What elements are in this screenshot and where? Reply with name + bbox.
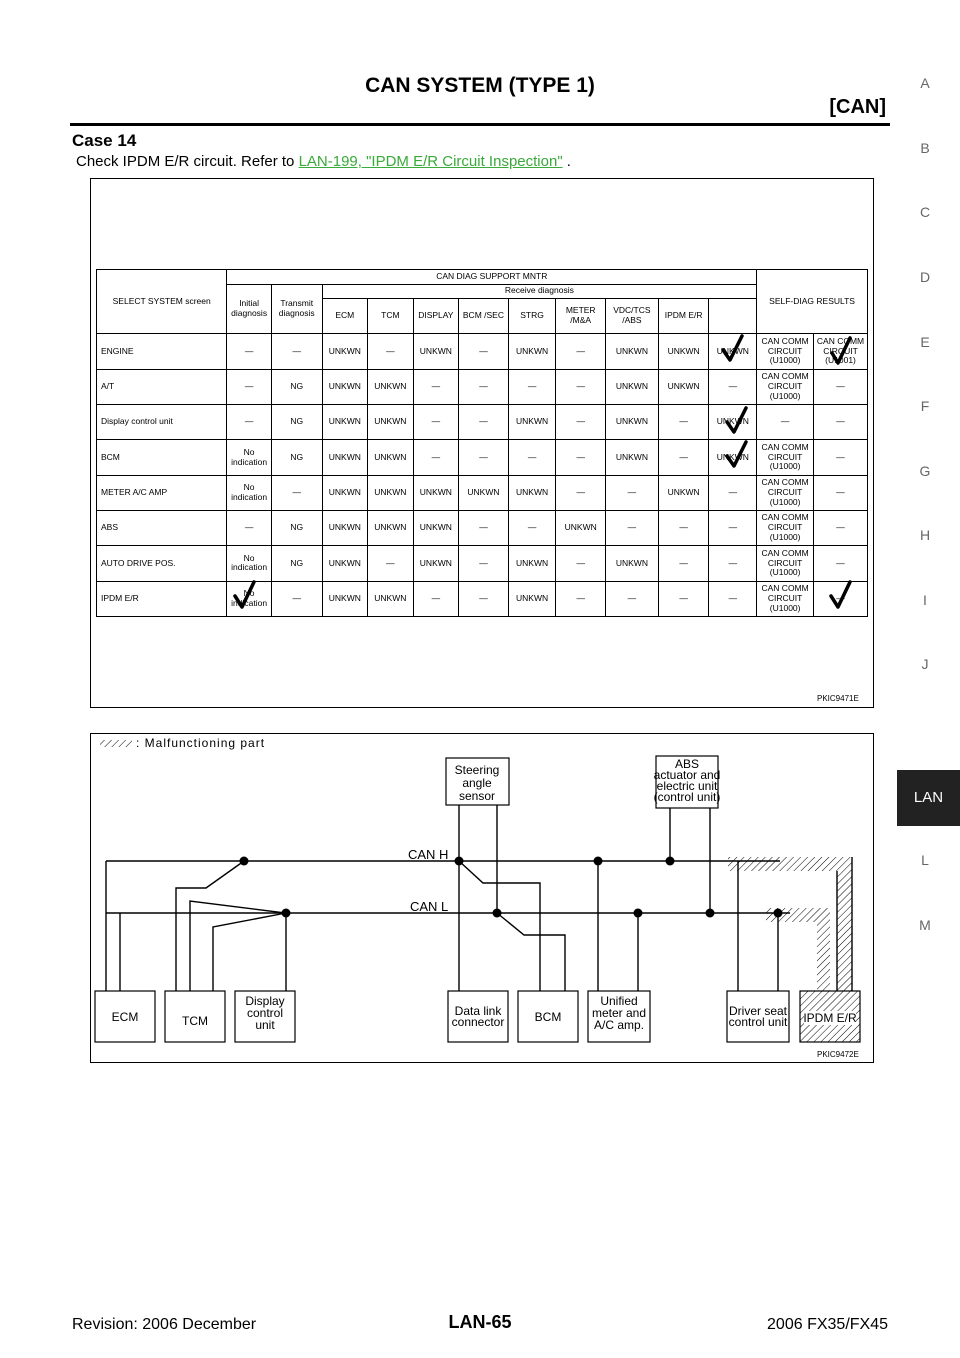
table-cell: — <box>709 581 757 616</box>
table-cell: NG <box>271 546 322 581</box>
table-cell: — <box>658 546 709 581</box>
table-cell: UNKWN <box>709 405 757 440</box>
steering-sensor-label-line: angle <box>462 776 492 790</box>
table-cell: CAN COMM CIRCUIT (U1000) <box>757 334 814 369</box>
ipdm-can-h-hatch <box>728 857 852 991</box>
table-cell: UNKWN <box>322 475 368 510</box>
sidebar-letter[interactable]: C <box>919 204 931 220</box>
table-cell: — <box>556 369 606 404</box>
display-unit-label-line: control <box>246 1006 284 1020</box>
bcm-label-line: BCM <box>534 1010 562 1024</box>
legend-text: : Malfunctioning part <box>136 736 266 750</box>
table-cell: — <box>709 475 757 510</box>
figure-code-1: PKIC9471E <box>817 694 859 703</box>
row-system-name: Display control unit <box>97 405 227 440</box>
table-cell: UNKWN <box>606 334 659 369</box>
abs-unit-label-line: (control unit) <box>653 790 721 804</box>
support-mntr-header: CAN DIAG SUPPORT MNTR <box>227 270 757 285</box>
can-network-diagram <box>90 733 872 1061</box>
bcm-label <box>535 1010 562 1024</box>
driver-seat-label-line: Driver seat <box>728 1004 788 1018</box>
table-cell: UNKWN <box>606 440 659 475</box>
table-cell: CAN COMM CIRCUIT (U1000) <box>757 510 814 545</box>
table-cell: No indication <box>227 546 271 581</box>
table-cell: — <box>271 334 322 369</box>
table-cell: UNKWN <box>413 475 459 510</box>
table-cell: UNKWN <box>459 475 509 510</box>
table-cell: UNKWN <box>508 546 556 581</box>
table-cell: UNKWN <box>658 475 709 510</box>
table-cell: — <box>368 334 414 369</box>
table-cell: No indication <box>227 581 271 616</box>
meter-label-line: meter and <box>591 1006 647 1020</box>
ipdm-label <box>803 1011 857 1025</box>
table-cell: — <box>606 510 659 545</box>
table-cell: CAN COMM CIRCUIT (U1000) <box>757 581 814 616</box>
sidebar-letter[interactable]: A <box>920 75 930 91</box>
sidebar-letter[interactable]: J <box>921 656 929 672</box>
table-cell: — <box>606 475 659 510</box>
data-link-label-line: connector <box>451 1015 505 1029</box>
table-cell: UNKWN <box>413 334 459 369</box>
row-system-name: ABS <box>97 510 227 545</box>
table-cell: UNKWN <box>368 510 414 545</box>
table-cell: UNKWN <box>709 440 757 475</box>
row-system-name: A/T <box>97 369 227 404</box>
table-cell: UNKWN <box>322 440 368 475</box>
sidebar-letter[interactable]: D <box>919 269 931 285</box>
steering-sensor-label-line: sensor <box>458 789 496 803</box>
instruction-suffix: . <box>562 153 571 170</box>
table-cell: — <box>658 405 709 440</box>
abs-unit-label-line: ABS <box>674 757 700 771</box>
sidebar-tab-lan[interactable]: LAN <box>897 770 960 826</box>
table-cell: NG <box>271 369 322 404</box>
table-cell: UNKWN <box>709 334 757 369</box>
table-cell: — <box>459 581 509 616</box>
table-cell: UNKWN <box>508 581 556 616</box>
instruction-prefix: Check IPDM E/R circuit. Refer to <box>76 153 299 170</box>
table-cell: — <box>227 369 271 404</box>
table-cell: — <box>814 581 868 616</box>
table-cell: NG <box>271 440 322 475</box>
row-system-name: METER A/C AMP <box>97 475 227 510</box>
sidebar-letter[interactable]: B <box>920 140 930 156</box>
table-cell: UNKWN <box>368 405 414 440</box>
driver-seat-label-line: control unit <box>728 1015 788 1029</box>
check-icon <box>235 582 254 607</box>
table-cell: UNKWN <box>368 581 414 616</box>
table-cell: CAN COMM CIRCUIT (U1000) <box>757 369 814 404</box>
check-icon <box>727 408 746 432</box>
ipdm-can-l-hatch <box>766 908 830 991</box>
check-icon <box>832 338 850 363</box>
table-cell: — <box>757 405 814 440</box>
check-icon <box>727 442 746 466</box>
receive-col-header: DISPLAY <box>413 299 459 334</box>
case-title: Case 14 <box>72 131 137 150</box>
sidebar-letter[interactable]: E <box>920 334 930 350</box>
table-cell: UNKWN <box>508 405 556 440</box>
table-cell: UNKWN <box>413 546 459 581</box>
table-cell: — <box>556 475 606 510</box>
table-cell: UNKWN <box>658 334 709 369</box>
table-cell: UNKWN <box>556 510 606 545</box>
table-cell: UNKWN <box>658 369 709 404</box>
ecm-label <box>112 1010 139 1024</box>
table-cell: No indication <box>227 440 271 475</box>
table-cell: — <box>709 546 757 581</box>
table-cell: — <box>459 510 509 545</box>
table-cell: UNKWN <box>413 510 459 545</box>
table-cell: — <box>413 369 459 404</box>
self-diag-header: SELF-DIAG RESULTS <box>757 270 868 334</box>
table-cell: UNKWN <box>368 369 414 404</box>
table-cell: — <box>508 510 556 545</box>
table-cell: — <box>413 405 459 440</box>
data-link-label <box>452 1004 505 1029</box>
sidebar-letter[interactable]: L <box>921 852 929 868</box>
data-link-label-line: Data link <box>454 1004 502 1018</box>
table-cell: — <box>459 546 509 581</box>
meter-label-line: A/C amp. <box>593 1018 645 1032</box>
table-cell: NG <box>271 510 322 545</box>
table-cell: — <box>413 581 459 616</box>
table-cell: — <box>709 369 757 404</box>
receive-col-header: METER /M&A <box>556 299 606 334</box>
table-cell: No indication <box>227 475 271 510</box>
sidebar-letter[interactable]: I <box>923 592 927 608</box>
steering-sensor-label-line: Steering <box>454 763 500 777</box>
sidebar-letter[interactable]: G <box>919 463 931 479</box>
row-system-name: BCM <box>97 440 227 475</box>
table-cell: UNKWN <box>322 581 368 616</box>
footer-model: 2006 FX35/FX45 <box>767 1316 888 1333</box>
receive-diagnosis-header: Receive diagnosis <box>322 284 757 299</box>
table-cell: — <box>271 581 322 616</box>
display-unit-label-line: unit <box>255 1018 275 1032</box>
check-icon <box>831 582 850 607</box>
table-cell: — <box>814 369 868 404</box>
ipdm-label-line: IPDM E/R <box>803 1011 857 1025</box>
footer-revision: Revision: 2006 December <box>72 1316 257 1333</box>
table-cell: — <box>556 334 606 369</box>
tcm-label <box>182 1014 208 1028</box>
page-title: CAN SYSTEM (TYPE 1) <box>365 74 595 97</box>
can-h-label: CAN H <box>408 847 449 862</box>
table-cell: — <box>556 440 606 475</box>
hatch-legend-swatch <box>100 740 132 747</box>
table-cell: — <box>658 581 709 616</box>
table-cell: UNKWN <box>606 405 659 440</box>
table-cell: UNKWN <box>508 334 556 369</box>
abs-unit-label-line: actuator and <box>653 768 721 782</box>
display-unit-label-line: Display <box>245 994 285 1008</box>
receive-col-header: BCM /SEC <box>459 299 509 334</box>
receive-col-header: ECM <box>322 299 368 334</box>
table-cell: NG <box>271 405 322 440</box>
sidebar-letter[interactable]: M <box>919 917 931 933</box>
table-cell: — <box>606 581 659 616</box>
table-cell: — <box>459 369 509 404</box>
table-cell: UNKWN <box>322 369 368 404</box>
abs-unit-label-line: electric unit <box>656 779 718 793</box>
table-cell: — <box>556 405 606 440</box>
ecm-label-line: ECM <box>111 1010 139 1024</box>
table-cell: UNKWN <box>368 440 414 475</box>
initial-diagnosis-header: Initial diagnosis <box>227 284 271 334</box>
table-cell: — <box>271 475 322 510</box>
figure-code-2: PKIC9472E <box>817 1050 859 1059</box>
table-cell: — <box>814 475 868 510</box>
table-cell: UNKWN <box>606 369 659 404</box>
transmit-diagnosis-header: Transmit diagnosis <box>271 284 322 334</box>
table-cell: — <box>658 440 709 475</box>
table-cell: — <box>814 405 868 440</box>
meter-label-line: Unified <box>600 994 638 1008</box>
table-cell: — <box>556 581 606 616</box>
table-cell: — <box>227 405 271 440</box>
table-cell: UNKWN <box>322 334 368 369</box>
table-cell: — <box>413 440 459 475</box>
table-cell: UNKWN <box>322 546 368 581</box>
section-label: [CAN] <box>829 96 886 118</box>
receive-col-header: IPDM E/R <box>658 299 709 334</box>
table-cell: — <box>368 546 414 581</box>
footer-page-number: LAN-65 <box>448 1312 512 1332</box>
inspection-link[interactable]: LAN-199, "IPDM E/R Circuit Inspection" <box>298 153 563 170</box>
table-cell: — <box>556 546 606 581</box>
table-cell: — <box>814 440 868 475</box>
table-cell: — <box>658 510 709 545</box>
row-system-name: AUTO DRIVE POS. <box>97 546 227 581</box>
sidebar-letter[interactable]: F <box>920 398 930 414</box>
table-cell: UNKWN <box>368 475 414 510</box>
table-cell: CAN COMM CIRCUIT (U1000) <box>757 440 814 475</box>
table-cell: — <box>227 510 271 545</box>
row-system-name: IPDM E/R <box>97 581 227 616</box>
table-cell: — <box>459 440 509 475</box>
tcm-label-line: TCM <box>182 1014 208 1028</box>
table-cell: — <box>709 510 757 545</box>
receive-col-header: TCM <box>368 299 414 334</box>
receive-col-header: VDC/TCS /ABS <box>606 299 659 334</box>
table-cell: — <box>459 405 509 440</box>
table-cell: — <box>814 546 868 581</box>
table-cell: — <box>508 369 556 404</box>
can-l-label: CAN L <box>410 899 449 914</box>
table-cell: CAN COMM CIRCUIT (U1001) <box>814 334 868 369</box>
table-cell: CAN COMM CIRCUIT (U1000) <box>757 546 814 581</box>
sidebar-letter[interactable]: H <box>919 527 931 543</box>
table-cell: — <box>459 334 509 369</box>
table-cell: UNKWN <box>508 475 556 510</box>
driver-seat-label <box>729 1004 788 1029</box>
table-cell: — <box>814 510 868 545</box>
table-cell: CAN COMM CIRCUIT (U1000) <box>757 475 814 510</box>
table-cell: UNKWN <box>322 510 368 545</box>
check-icon <box>723 336 742 360</box>
table-cell: UNKWN <box>322 405 368 440</box>
table-cell: — <box>227 334 271 369</box>
receive-col-header: STRG <box>508 299 556 334</box>
table-cell: UNKWN <box>606 546 659 581</box>
table-cell: — <box>508 440 556 475</box>
select-system-header: SELECT SYSTEM screen <box>97 270 227 334</box>
row-system-name: ENGINE <box>97 334 227 369</box>
